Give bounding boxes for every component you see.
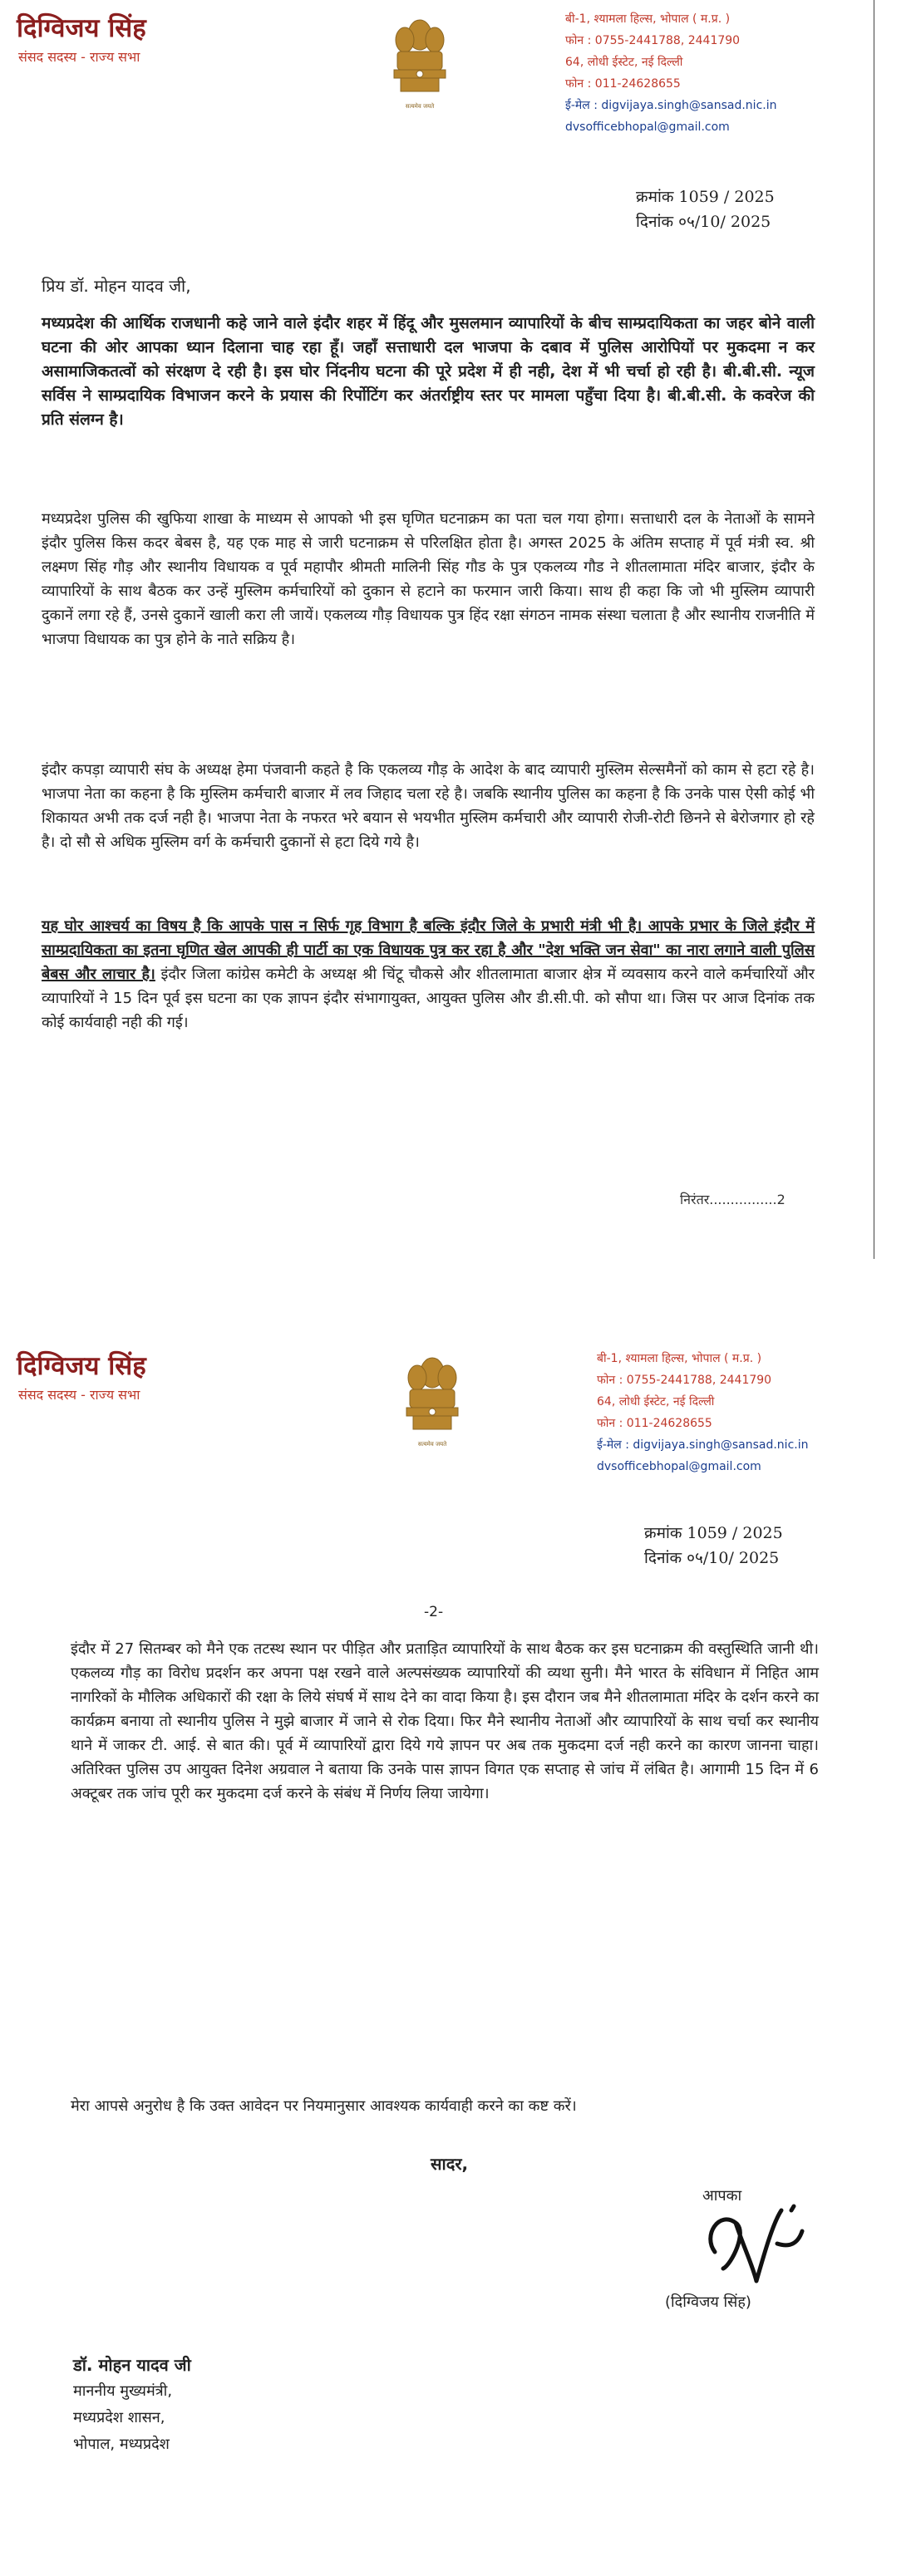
letter-page-1 [0, 0, 916, 1259]
emblem-motto: सत्यमेव जयते [417, 1441, 447, 1448]
sender-name: दिग्विजय सिंह [17, 1351, 146, 1381]
paragraph-2: मध्यप्रदेश पुलिस की खुफिया शाखा के माध्यम से आपको भी इस घृणित घटनाक्रम का पता चल गया होगा। सत्ताधारी दल के नेताओं के सामने इंदौर पुलिस किस कदर बेबस है, यह एक माह से जारी घटनाक्रम से परिलक्षित होता है। अगस्त 2025 के अंतिम सप्ताह में पूर्व मंत्री स्व. श्री लक्ष्मण सिंह गौड़ और स्थानीय विधायक व पूर्व महापौर श्रीमती मालिनी सिंह गौड के पुत्र एकलव्य गौड ने शीतलामाता मंदिर बाजार, इंदौर के व्यापारियों के साथ बैठक कर उन्हें मुस्लिम कर्मचारियों को दुकान से हटाने का फरमान जारी किया। साथ ही कहा कि जो भी मुस्लिम व्यापारी दुकानें लगा रहे हैं, उनसे दुकानें खाली करा ली जायें। एकलव्य गौड़ विधायक पुत्र हिंद रक्षा संगठन नामक संस्था चलाता है और स्थानीय राजनीति में भाजपा विधायक का पुत्र होने के नाते सक्रिय है। [42, 510, 815, 648]
dinank-label: दिनांक [636, 213, 674, 231]
salutation: प्रिय डॉ. मोहन यादव जी, [42, 276, 191, 296]
kramank-label: क्रमांक [644, 1524, 682, 1542]
address-line: 64, लोधी ईस्टेट, नई दिल्ली [597, 1395, 715, 1408]
dinank-value: ०५/10/ 2025 [687, 1549, 780, 1567]
phone-line: फोन : 0755-2441788, 2441790 [597, 1374, 772, 1387]
aapka-label: आपका [702, 2187, 742, 2205]
phone-line: फोन : 011-24628655 [597, 1417, 712, 1430]
paragraph-1: इंदौर में 27 सितम्बर को मैने एक तटस्थ स्थान पर पीड़ित और प्रताड़ित व्यापारियों के साथ बैठक कर इस घटनाक्रम की वस्तुस्थिति जानी थी। एकलव्य गौड़ का विरोध प्रदर्शन कर अपना पक्ष रखने वाले अल्पसंख्यक व्यापारियों की व्यथा सुनी। मैने भारत के संविधान में निहित आम नागरिकों के मौलिक अधिकारों की रक्षा के लिये संघर्ष में साथ देने का वादा किया है। इस दौरान जब मैने शीतलामाता मंदिर के दर्शन करने का कार्यक्रम बनाया तो स्थानीय पुलिस ने मुझे बाजार में जाने से रोक दिया। फिर मैने स्थानीय नेताओं और व्यापारियों के साथ चर्चा कर स्थानीय थाने में जाकर टी. आई. से बात की। पूर्व में व्यापारियों द्वारा दिये गये ज्ञापन पर अब तक मुकदमा दर्ज नही करने का कारण जानना चाहा। अतिरिक्त पुलिस उप आयुक्त दिनेश अग्रवाल ने बताया कि उनके पास ज्ञापन विगत एक सप्ताह से जांच में लंबित है। आगामी 15 दिन में 6 अक्टूबर तक जांच पूरी कर मुकदमा दर्ज करने के संबंध में निर्णय लिया जायेगा। [71, 1640, 819, 1802]
dinank-label: दिनांक [644, 1549, 682, 1567]
reference-block [636, 184, 775, 234]
addressee-line: भोपाल, मध्यप्रदेश [73, 2436, 170, 2453]
phone-line: फोन : 011-24628655 [565, 77, 681, 91]
address-line: 64, लोधी ईस्टेट, नई दिल्ली [565, 56, 683, 69]
paragraph-4 [42, 914, 815, 1035]
national-emblem-icon [395, 1348, 470, 1464]
addressee-line: मध्यप्रदेश शासन, [73, 2409, 165, 2426]
paragraph-3: इंदौर कपड़ा व्यापारी संघ के अध्यक्ष हेमा पंजवानी कहते है कि एकलव्य गौड़ के आदेश के बाद व्यापारी मुस्लिम सेल्समैनों को काम से हटा रहे है। भाजपा नेता का कहना है कि मुस्लिम कर्मचारी बाजार में लव जिहाद चला रहे है। जबकि स्थानीय पुलिस का कहना है कि उनके पास ऐसी कोई भी शिकायत अभी तक दर्ज नही है। भाजपा नेता के नफरत भरे बयान से भयभीत मुस्लिम कर्मचारी और व्यापारी रोजी-रोटी छिनने से बेरोजगार हो रहे है। दो सौ से अधिक मुस्लिम वर्ग के कर्मचारी दुकानों से हटा दिये गये है। [42, 761, 815, 851]
continued-marker: निरंतर................2 [680, 1192, 785, 1207]
closing-line: सादर, [431, 2154, 469, 2174]
signature-icon [698, 2185, 815, 2293]
email-line[interactable]: ई-मेल : digvijaya.singh@sansad.nic.in [565, 99, 777, 112]
sender-address-block [597, 1348, 808, 1477]
sender-address-block [565, 8, 776, 138]
addressee-name: डॉ. मोहन यादव जी [73, 2355, 191, 2375]
emblem-motto: सत्यमेव जयते [405, 103, 435, 110]
national-emblem-icon [382, 10, 457, 126]
paragraph-4-rest: इंदौर जिला कांग्रेस कमेटी के अध्यक्ष श्री चिंटू चौकसे और शीतलामाता बाजार क्षेत्र में व्यवसाय करने वाले कर्मचारियों और व्यापारियों ने 15 दिन पूर्व इस घटना का एक ज्ञापन इंदौर संभागायुक्त, आयुक्त पुलिस और डी.सी.पी. को सौपा था। जिस पर आज दिनांक तक कोई कार्यवाही नही की गई। [42, 966, 815, 1031]
page-separator [0, 1259, 916, 1280]
dinank-value: ०५/10/ 2025 [678, 213, 771, 231]
phone-line: फोन : 0755-2441788, 2441790 [565, 34, 741, 47]
letter-page-2 [0, 1280, 916, 2576]
paragraph-3: मेरा आपसे अनुरोध है कि उक्त आवेदन पर नियमानुसार आवश्यक कार्यवाही करने का कष्ट करें। [71, 2097, 577, 2115]
signer-name: (दिग्विजय सिंह) [665, 2293, 751, 2311]
paragraph-4-emphasis: यह घोर आश्चर्य का विषय है कि आपके पास न सिर्फ गृह विभाग है बल्कि इंदौर जिले के प्रभारी मंत्री भी है। आपके प्रभार के जिले इंदौर में साम्प्रदायिकता का इतना घृणित खेल आपकी ही पार्टी का एक विधायक पुत्र कर रहा है और "देश भक्ति जन सेवा" का नारा लगाने वाली पुलिस बेबस और लाचार है। [42, 917, 815, 983]
page-number: -2- [424, 1604, 444, 1620]
address-line: बी-1, श्यामला हिल्स, भोपाल ( म.प्र. ) [565, 12, 731, 26]
sender-designation: संसद सदस्य - राज्य सभा [18, 1387, 140, 1403]
kramank-value: 1059 / 2025 [687, 1524, 783, 1542]
addressee-line: माननीय मुख्यमंत्री, [73, 2382, 173, 2400]
sender-name: दिग्विजय सिंह [17, 13, 146, 43]
kramank-value: 1059 / 2025 [678, 188, 775, 206]
reference-block [644, 1521, 783, 1571]
paragraph-1: मध्यप्रदेश की आर्थिक राजधानी कहे जाने वाले इंदौर शहर में हिंदू और मुसलमान व्यापारियों के बीच साम्प्रदायिकता का जहर बोने वाली घटना की ओर आपका ध्यान दिलाना चाह रहा हूँ। जहाँ सत्ताधारी दल भाजपा के दबाव में पुलिस आरोपियों पर मुकदमा न कर असामाजिकतत्वों को संरक्षण दे रही है। इस घोर निंदनीय घटना की पूरे प्रदेश में ही नही, देश में भी चर्चा हो रही है। बी.बी.सी. न्यूज सर्विस ने साम्प्रदायिक विभाजन करने के प्रयास की रिर्पोटिंग कर अंतर्राष्ट्रीय स्तर पर मामला पहुँचा दिया है। बी.बी.सी. के कवरेज की प्रति संलग्न है। [42, 314, 815, 429]
addressee-block [73, 2352, 191, 2458]
email-line[interactable]: dvsofficebhopal@gmail.com [597, 1460, 761, 1473]
kramank-label: क्रमांक [636, 188, 674, 206]
email-line[interactable]: ई-मेल : digvijaya.singh@sansad.nic.in [597, 1438, 809, 1452]
email-line[interactable]: dvsofficebhopal@gmail.com [565, 120, 730, 134]
sender-designation: संसद सदस्य - राज्य सभा [18, 49, 140, 65]
address-line: बी-1, श्यामला हिल्स, भोपाल ( म.प्र. ) [597, 1352, 762, 1365]
